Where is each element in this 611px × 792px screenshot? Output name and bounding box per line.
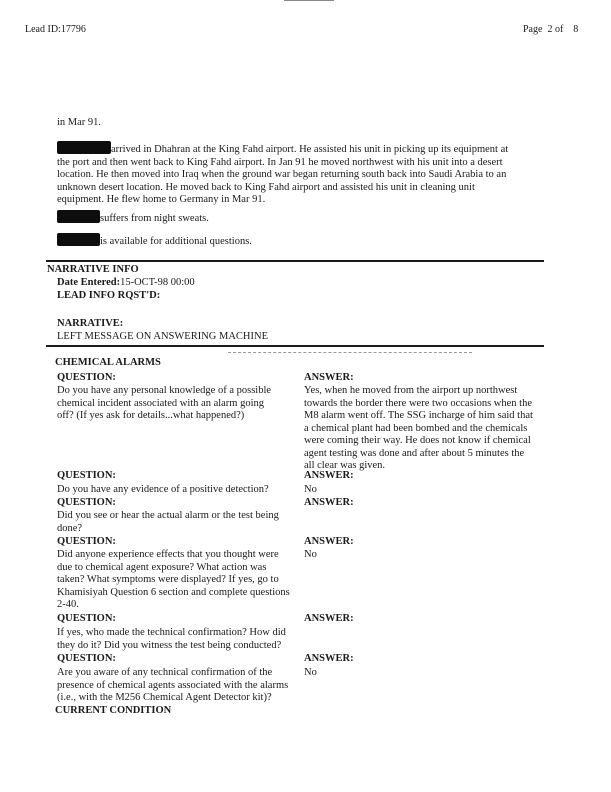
answer-label: ANSWER:: [304, 613, 354, 624]
scan-artifact-line: [228, 352, 472, 353]
lead-info-label: LEAD INFO RQST'D:: [57, 290, 161, 301]
intro-paragraph-text: arrived in Dhahran at the King Fahd airport. He assisted his unit in picking up its equipment at the port and then went back to King Fahd airport. In Jan 91 he moved northwest with his unit into a desert location. He then moved into Iraq when the ground war began returning south back into Saudi Arabia to an unknown desert location. He moved back to King Fahd airport and assisted his unit in cleaning unit equipment. He flew home to Germany in Mar 91.: [57, 144, 509, 205]
question-label: QUESTION:: [57, 497, 116, 508]
night-sweats-text: suffers from night sweats.: [100, 213, 209, 224]
answer-text: No: [304, 667, 317, 678]
date-entered: [57, 277, 195, 290]
answer-label: ANSWER:: [304, 497, 354, 508]
answer-label: ANSWER:: [304, 536, 354, 547]
lead-id: Lead ID:17796: [25, 24, 86, 35]
question-text: Are you aware of any technical confirmation of the presence of chemical agents associated with the alarms (i.e., with the M256 Chemical Agent Detector kit)?: [57, 667, 289, 703]
question-text: Did anyone experience effects that you thought were due to chemical agent exposure? What action was taken? What symptoms were displayed? If yes, go to Khamisiyah Question 6 section and complete questions 2-40.: [57, 549, 290, 610]
question-text: Did you see or hear the actual alarm or the test being done?: [57, 510, 279, 534]
question-label: QUESTION:: [57, 653, 116, 664]
question-label: QUESTION:: [57, 372, 116, 383]
night-sweats-line: [57, 210, 209, 226]
answer-label: ANSWER:: [304, 470, 354, 481]
section-rule: [46, 260, 544, 262]
question-text: Do you have any personal knowledge of a possible chemical incident associated with an alarm going off? (If yes ask for details...what happened?): [57, 385, 272, 421]
answer-label: ANSWER:: [304, 372, 354, 383]
narrative-text: LEFT MESSAGE ON ANSWERING MACHINE: [57, 331, 268, 342]
date-entered-value: 15-OCT-98 00:00: [120, 277, 195, 288]
availability-line: [57, 233, 252, 249]
redaction-block: [57, 141, 111, 154]
chemical-alarms-heading: CHEMICAL ALARMS: [55, 357, 161, 368]
narrative-info-heading: NARRATIVE INFO: [47, 264, 139, 275]
answer-text: Yes, when he moved from the airport up northwest towards the border there were two occasions when the M8 alarm went off. The SSG incharge of him said that a chemical plant had been bombed and the chemicals were coming their way. He does not know if chemical agent testing was done and after about 5 minutes the all clear was given.: [304, 385, 533, 471]
question-label: QUESTION:: [57, 613, 116, 624]
intro-line: in Mar 91.: [57, 117, 102, 128]
date-entered-label: Date Entered:: [57, 277, 121, 288]
answer-text: No: [304, 549, 317, 560]
narrative-label: NARRATIVE:: [57, 318, 124, 329]
answer-text: No: [304, 484, 317, 495]
intro-paragraph: [57, 141, 517, 207]
redaction-block: [57, 233, 100, 246]
question-label: QUESTION:: [57, 470, 116, 481]
top-scan-mark: [284, 0, 334, 1]
question-text: If yes, who made the technical confirmation? How did they do it? Did you witness the test being conducted?: [57, 627, 286, 651]
current-condition-heading: CURRENT CONDITION: [55, 705, 172, 716]
section-rule: [46, 345, 544, 347]
redaction-block: [57, 210, 100, 223]
availability-text: is available for additional questions.: [100, 236, 252, 247]
page-indicator: Page 2 of 8: [523, 24, 579, 35]
question-label: QUESTION:: [57, 536, 116, 547]
answer-label: ANSWER:: [304, 653, 354, 664]
question-text: Do you have any evidence of a positive detection?: [57, 484, 269, 495]
